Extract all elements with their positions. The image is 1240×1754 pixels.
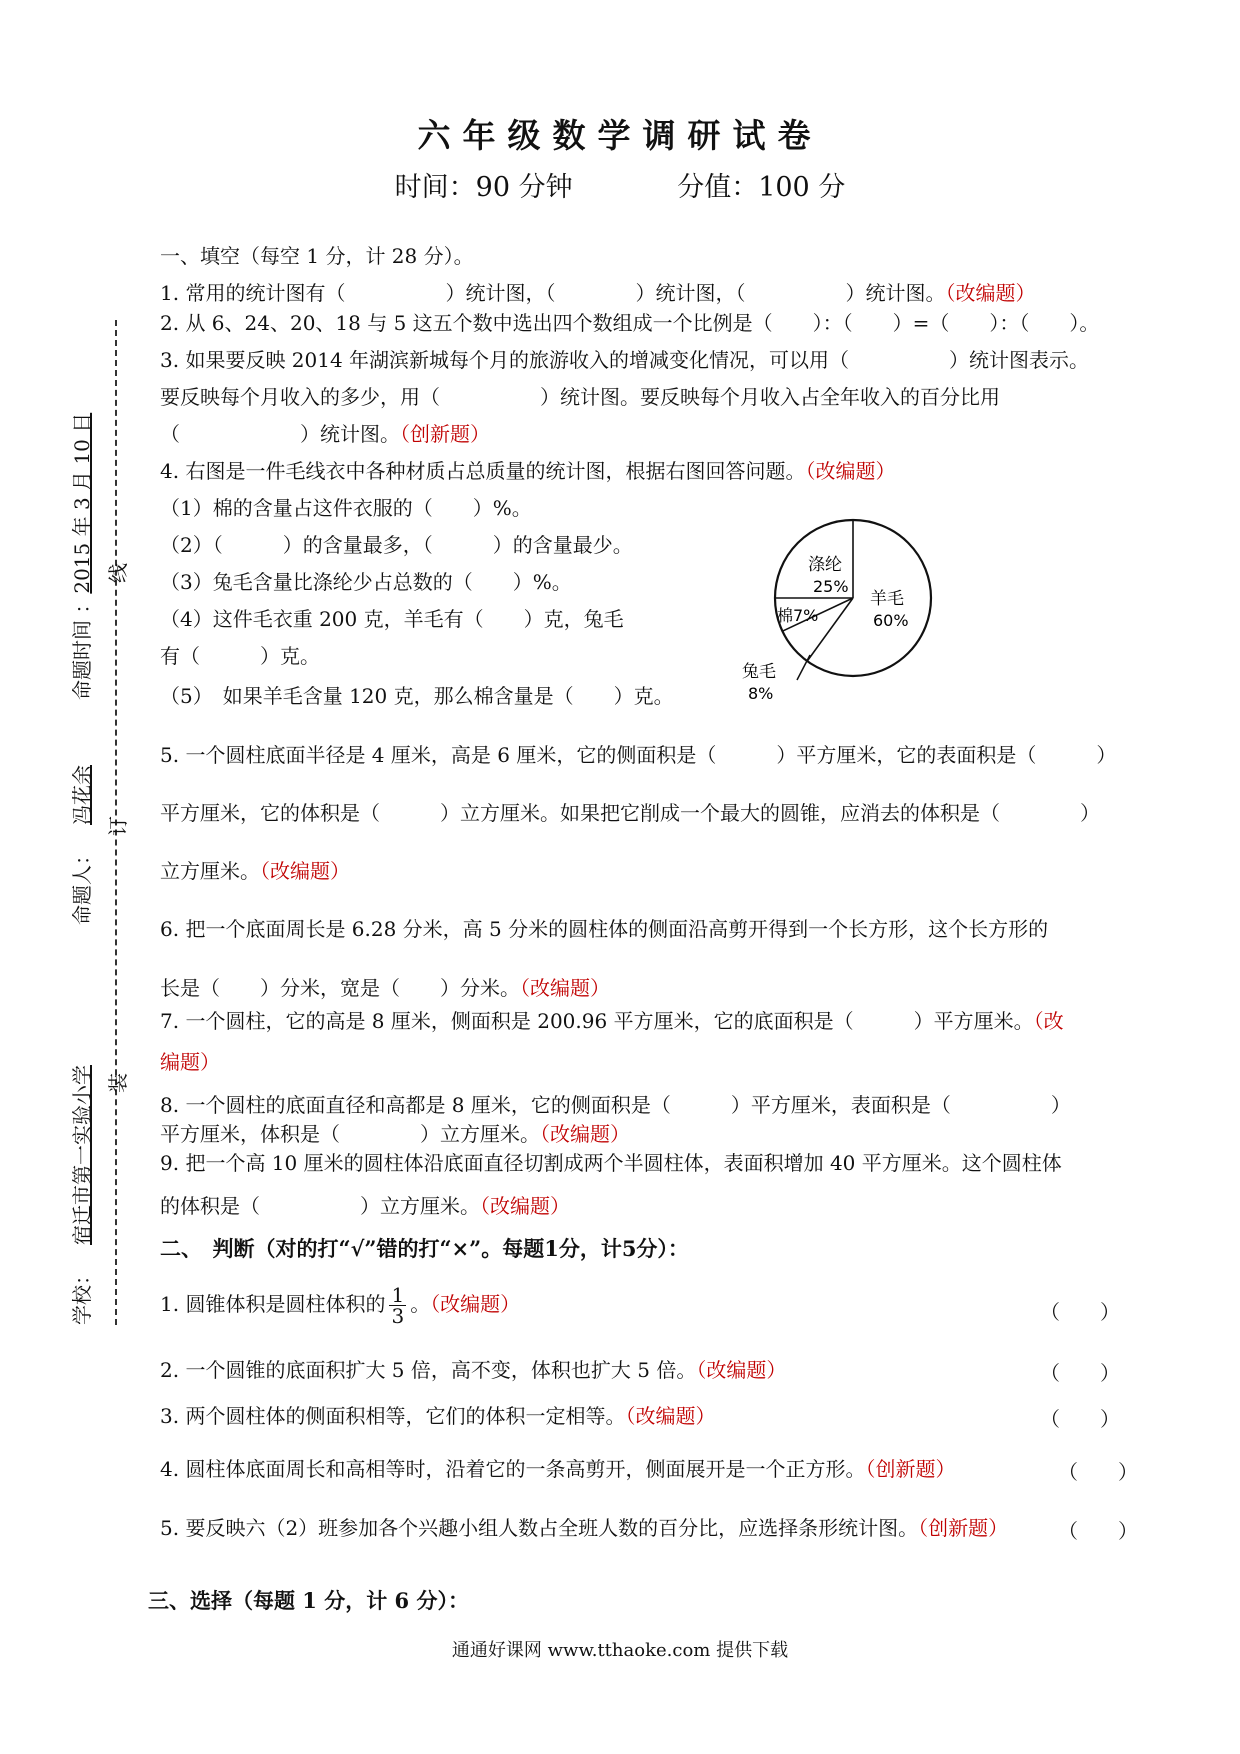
question-1-4-2: （2）（ ）的含量最多，（ ）的含量最少。 [160, 533, 633, 557]
exam-meta [0, 165, 1240, 204]
question-1-4: 4. 右图是一件毛线衣中各种材质占总质量的统计图，根据右图回答问题。（改编题） [160, 459, 896, 483]
judge-5: 5. 要反映六（2）班参加各个兴趣小组人数占全班人数的百分比，应选择条形统计图。（创新题） [160, 1516, 1009, 1540]
pie-label-polyester-pct: 25% [813, 577, 849, 596]
judge-2: 2. 一个圆锥的底面积扩大 5 倍，高不变，体积也扩大 5 倍。（改编题） [160, 1358, 787, 1382]
section2-heading: 二、 判断（对的打“√”错的打“×”。每题1分，计5分）： [160, 1236, 689, 1261]
question-1-7b: 编题） [160, 1050, 220, 1074]
judge-4-answer[interactable]: （ ） [1058, 1460, 1138, 1484]
question-1-3a: 3. 如果要反映 2014 年湖滨新城每个月的旅游收入的增减变化情况，可以用（ ）统计图表示。 [160, 348, 1090, 372]
question-1-8b: 平方厘米，体积是（ ）立方厘米。（改编题） [160, 1122, 630, 1146]
wool-sweater-pie-chart [725, 515, 950, 715]
pie-label-wool-pct: 60% [873, 611, 909, 630]
pie-slices [775, 520, 931, 676]
question-1-2: 2. 从 6、24、20、18 与 5 这五个数中选出四个数组成一个比例是（ ）：（ ）=（ ）：（ ）。 [160, 311, 1100, 335]
judge-4: 4. 圆柱体底面周长和高相等时，沿着它的一条高剪开，侧面展开是一个正方形。（创新题） [160, 1457, 956, 1481]
section3-heading: 三、选择（每题 1 分，计 6 分）： [148, 1588, 469, 1613]
question-1-9b: 的体积是（ ）立方厘米。（改编题） [160, 1194, 570, 1218]
exam-score: 分值：100 分 [677, 172, 846, 203]
question-1-5a: 5. 一个圆柱底面半径是 4 厘米，高是 6 厘米，它的侧面积是（ ）平方厘米，它的表面积是（ ） [160, 743, 1117, 767]
page-title: 六年级数学调研试卷 [417, 116, 823, 155]
question-1-4-4b: 有（ ）克。 [160, 644, 320, 668]
judge-1: 1. 圆锥体积是圆柱体积的 $\frac{1}{3}$ 。（改编题） [160, 1283, 521, 1328]
sidebar-ding: 订 [106, 816, 130, 836]
question-1-6b: 长是（ ）分米，宽是（ ）分米。（改编题） [160, 976, 610, 1000]
judge-1-answer[interactable]: （ ） [1040, 1300, 1120, 1324]
judge-3-answer[interactable]: （ ） [1040, 1407, 1120, 1431]
pie-label-wool: 羊毛 [870, 589, 904, 609]
question-1-4-4a: （4）这件毛衣重 200 克，羊毛有（ ）克，兔毛 [160, 607, 624, 631]
pie-label-rabbit: 兔毛 [742, 662, 776, 682]
sidebar-xian: 线 [106, 563, 130, 583]
sidebar-author: 命题人：冯花余 [70, 765, 94, 925]
judge-2-answer[interactable]: （ ） [1040, 1361, 1120, 1385]
question-1-5b: 平方厘米，它的体积是（ ）立方厘米。如果把它削成一个最大的圆锥，应消去的体积是（ ） [160, 801, 1100, 825]
section1-heading: 一、填空（每空 1 分，计 28 分）。 [160, 244, 474, 268]
question-1-9a: 9. 把一个高 10 厘米的圆柱体沿底面直径切割成两个半圆柱体，表面积增加 40 平方厘米。这个圆柱体 [160, 1151, 1062, 1175]
question-1-5c: 立方厘米。（改编题） [160, 859, 350, 883]
sidebar-school: 学校：宿迁市第一实验小学 [70, 1065, 94, 1325]
pie-label-rabbit-pct: 8% [748, 684, 774, 703]
sidebar-zhuang: 装 [106, 1073, 130, 1093]
question-1-4-5: （5） 如果羊毛含量 120 克，那么棉含量是（ ）克。 [160, 684, 674, 708]
question-1-4-1: （1）棉的含量占这件衣服的（ ）%。 [160, 496, 532, 520]
judge-3: 3. 两个圆柱体的侧面积相等，它们的体积一定相等。（改编题） [160, 1404, 716, 1428]
pie-label-polyester: 涤纶 [808, 555, 842, 575]
judge-5-answer[interactable]: （ ） [1058, 1519, 1138, 1543]
fraction-one-third: $\frac{1}{3}$ [391, 1283, 405, 1328]
question-1-8a: 8. 一个圆柱的底面直径和高都是 8 厘米，它的侧面积是（ ）平方厘米，表面积是（ ） [160, 1093, 1071, 1117]
exam-time: 时间：90 分钟 [394, 172, 573, 203]
sidebar-date: 命题时间 ：2015 年 3 月 10 日 [70, 412, 94, 700]
question-1-1: 1. 常用的统计图有（ ）统计图，（ ）统计图，（ ）统计图。（改编题） [160, 281, 1036, 305]
question-1-3c: （ ）统计图。（创新题） [160, 422, 490, 446]
question-1-3b: 要反映每个月收入的多少，用（ ）统计图。要反映每个月收入占全年收入的百分比用 [160, 385, 1000, 409]
question-1-6a: 6. 把一个底面周长是 6.28 分米，高 5 分米的圆柱体的侧面沿高剪开得到一个长方形，这个长方形的 [160, 917, 1049, 941]
question-1-7a: 7. 一个圆柱，它的高是 8 厘米，侧面积是 200.96 平方厘米，它的底面积是（ ）平方厘米。（改 [160, 1009, 1064, 1033]
question-1-4-3: （3）兔毛含量比涤纶少占总数的（ ）%。 [160, 570, 572, 594]
footer-credit: 通通好课网 www.tthaoke.com 提供下载 [451, 1640, 789, 1661]
pie-label-cotton: 棉7% [777, 606, 819, 625]
